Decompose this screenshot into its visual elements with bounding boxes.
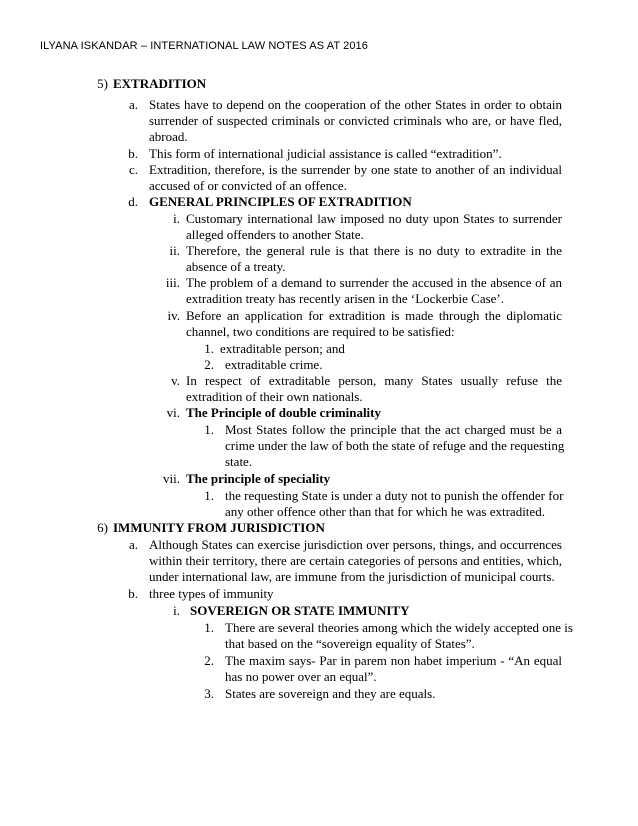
item-marker: c. [128, 162, 138, 177]
item-marker: 1. [204, 488, 214, 503]
item-marker: b. [128, 586, 138, 601]
list-item: extraditable crime. [225, 357, 323, 372]
item-marker: a. [128, 97, 138, 112]
list-item: Although States can exercise jurisdiction over persons, things, and occurrences within their territory, there are certain categories of persons and entities, which, under international law, are immune from the jurisdiction of municipal courts. [149, 537, 562, 584]
subsection-title: GENERAL PRINCIPLES OF EXTRADITION [149, 194, 412, 209]
list-item: The problem of a demand to surrender the accused in the absence of an extradition treaty has recently arisen in the ‘Lockerbie Case’. [186, 275, 562, 306]
list-item: Customary international law imposed no duty upon States to surrender alleged offenders to another State. [186, 211, 562, 242]
item-marker: 1. [204, 341, 214, 356]
list-item: three types of immunity [149, 586, 274, 601]
subsection-title: The Principle of double criminality [186, 405, 381, 420]
item-marker: v. [171, 373, 180, 388]
item-marker: ii. [169, 243, 180, 258]
item-marker: 3. [204, 686, 214, 701]
item-marker: 1. [204, 620, 214, 635]
item-marker: a. [128, 537, 138, 552]
item-marker: b. [128, 146, 138, 161]
page-header: ILYANA ISKANDAR – INTERNATIONAL LAW NOTES AS AT 2016 [40, 40, 368, 52]
subsection-title: SOVEREIGN OR STATE IMMUNITY [190, 603, 410, 618]
item-marker: i. [173, 603, 180, 618]
list-item: There are several theories among which the widely accepted one is that based on the “sovereign equality of States”. [225, 620, 573, 651]
section-title: EXTRADITION [113, 76, 207, 91]
item-marker: vi. [166, 405, 180, 420]
list-item: This form of international judicial assistance is called “extradition”. [149, 146, 502, 161]
section-number: 6) [97, 520, 108, 535]
list-item: In respect of extraditable person, many States usually refuse the extradition of their own nationals. [186, 373, 562, 404]
list-item: the requesting State is under a duty not to punish the offender for any other offence other than that for which he was extradited. [225, 488, 564, 519]
item-marker: 2. [204, 653, 214, 668]
item-marker: d. [128, 194, 138, 209]
item-marker: i. [173, 211, 180, 226]
list-item: Before an application for extradition is made through the diplomatic channel, two conditions are required to be satisfied: [186, 308, 562, 339]
list-item: States are sovereign and they are equals. [225, 686, 436, 701]
item-marker: vii. [163, 471, 180, 486]
section-number: 5) [97, 76, 108, 91]
item-marker: 1. [204, 422, 214, 437]
list-item: The maxim says- Par in parem non habet imperium - “An equal has no power over an equal”. [225, 653, 562, 684]
subsection-title: The principle of speciality [186, 471, 331, 486]
item-marker: 2. [204, 357, 214, 372]
list-item: Most States follow the principle that the act charged must be a crime under the law of both the state of refuge and the requesting state. [225, 422, 565, 469]
list-item: extraditable person; and [220, 341, 345, 356]
list-item: Extradition, therefore, is the surrender by one state to another of an individual accused of or convicted of an offence. [149, 162, 562, 193]
section-title: IMMUNITY FROM JURISDICTION [113, 520, 325, 535]
item-marker: iii. [165, 275, 180, 290]
list-item: States have to depend on the cooperation of the other States in order to obtain surrender of suspected criminals or convicted criminals who are, or have fled, abroad. [149, 97, 562, 144]
list-item: Therefore, the general rule is that there is no duty to extradite in the absence of a treaty. [186, 243, 562, 274]
item-marker: iv. [167, 308, 180, 323]
